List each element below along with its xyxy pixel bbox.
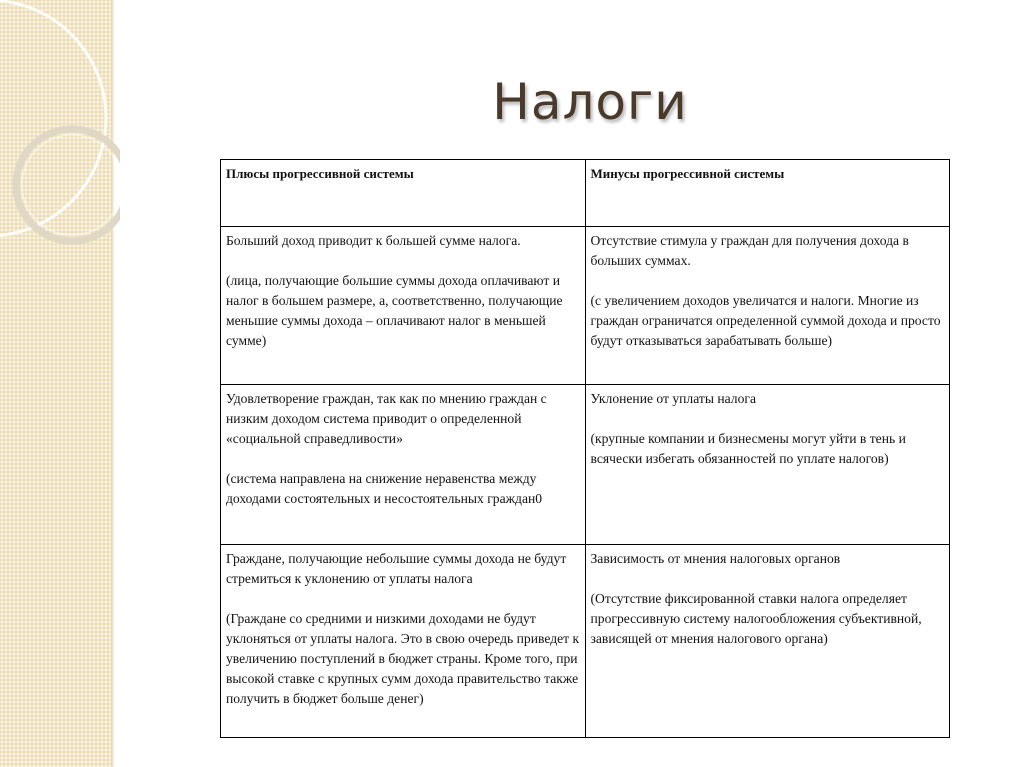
con-cell — [585, 545, 950, 738]
pro-cell — [221, 545, 586, 738]
slide-title: Налоги — [492, 73, 688, 131]
con-note-text: (с увеличением доходов увеличатся и налоги. Многие из граждан ограничатся определенной суммой дохода и просто будут отказываться зарабатывать больше) — [590, 293, 941, 348]
header-pros: Плюсы прогрессивной системы — [221, 160, 586, 227]
pro-cell — [221, 385, 586, 545]
decorative-ring-small-inner — [22, 135, 120, 235]
table-header-row — [221, 160, 950, 227]
decorative-ring-small — [16, 129, 120, 241]
con-main-text: Уклонение от уплаты налога — [590, 391, 756, 406]
pro-note-text: (система направлена на снижение неравенства между доходами состоятельных и несостоятельных граждан0 — [226, 471, 543, 506]
decorative-rings — [0, 0, 120, 320]
con-cell — [585, 227, 950, 385]
con-note-text: (крупные компании и бизнесмены могут уйти в тень и всячески избегать обязанностей по уплате налогов) — [590, 431, 906, 466]
table-row — [221, 545, 950, 738]
pro-main-text: Граждане, получающие небольшие суммы дохода не будут стремиться к уклонению от уплаты налога — [226, 551, 567, 586]
pro-cell — [221, 227, 586, 385]
header-cons: Минусы прогрессивной системы — [585, 160, 950, 227]
con-main-text: Отсутствие стимула у граждан для получения дохода в больших суммах. — [590, 233, 909, 268]
pro-main-text: Больший доход приводит к большей сумме налога. — [226, 233, 521, 248]
table-row — [221, 385, 950, 545]
pro-note-text: (Граждане со средними и низкими доходами не будут уклоняться от уплаты налога. Это в свою очередь приведет к увеличению поступлений в бюджет страны. Кроме того, при высокой ставке с крупных сумм дохода правительство также получить в бюджет больше денег) — [226, 611, 580, 706]
table-row — [221, 227, 950, 385]
con-main-text: Зависимость от мнения налоговых органов — [590, 551, 841, 566]
con-cell — [585, 385, 950, 545]
con-note-text: (Отсутствие фиксированной ставки налога определяет прогрессивную систему налогообложения субъективной, зависящей от мнения налогового органа) — [590, 591, 922, 646]
pro-main-text: Удовлетворение граждан, так как по мнению граждан с низким доходом система приводит о определенной «социальной справедливости» — [226, 391, 547, 446]
pros-cons-table — [220, 159, 950, 738]
pro-note-text: (лица, получающие большие суммы дохода оплачивают и налог в большем размере, а, соответственно, получающие меньшие суммы дохода – оплачивают налог в меньшей сумме) — [226, 273, 563, 348]
